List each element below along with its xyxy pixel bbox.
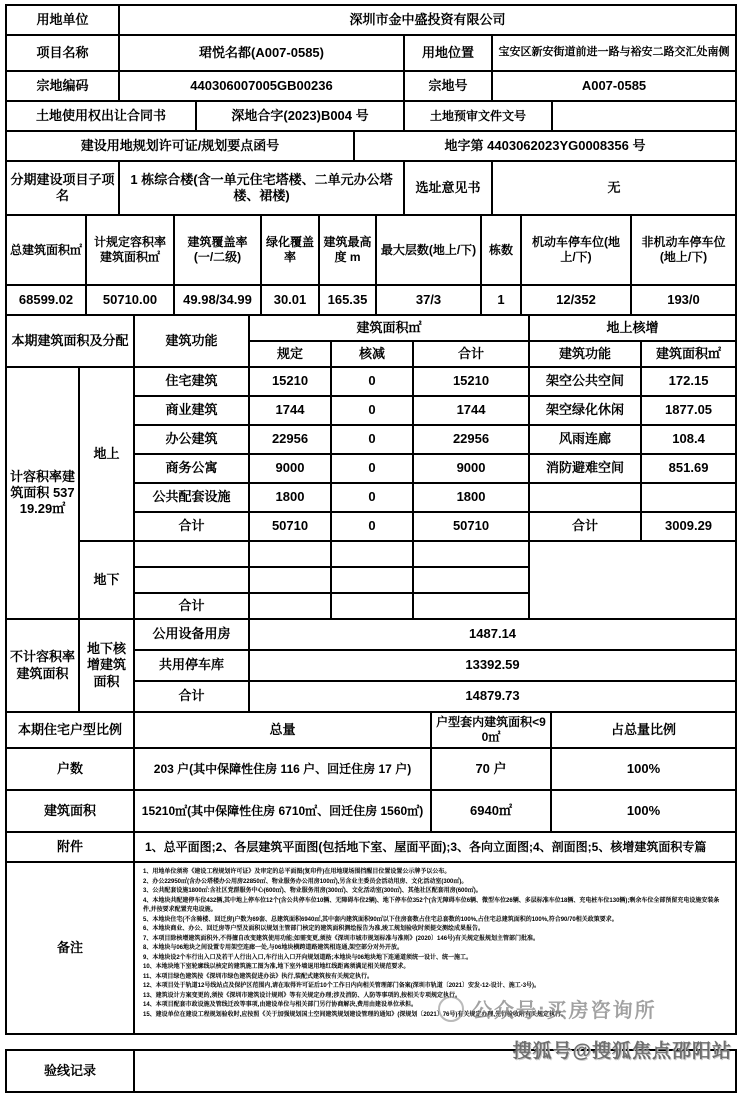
empty-cell (331, 567, 413, 593)
underground-bonus-label: 地下核增建筑面积 (79, 619, 134, 712)
function-cell: 商务公寓 (134, 454, 249, 483)
bonus-area-cell: 172.15 (641, 367, 736, 396)
watermark-wechat-text: 公众号:买房咨询所 (472, 1000, 657, 1022)
parcel-no-value: A007-0585 (492, 71, 736, 101)
allocation-bonus-area-header: 建筑面积㎡ (641, 341, 736, 367)
stats-header-nonmotor-parking: 非机动车停车位(地上/下) (631, 215, 736, 285)
stats-header-floors: 最大层数(地上/下) (376, 215, 481, 285)
allocation-table (5, 314, 737, 713)
empty-cell (249, 541, 331, 567)
stats-value-total-area: 68599.02 (6, 285, 86, 315)
attachments-label: 附件 (6, 832, 134, 862)
parcel-no-label: 宗地号 (404, 71, 492, 101)
regulated-cell: 15210 (249, 367, 331, 396)
allocation-area-group-header: 建筑面积㎡ (249, 315, 529, 341)
planning-permit-label: 建设用地规划许可证/规划要点函号 (6, 131, 354, 161)
empty-cell (529, 541, 736, 619)
remarks-label: 备注 (6, 862, 134, 1034)
remark-line: 6、本地块商业、办公、回迁房等户型及面积以规划主管部门核定的建筑面积测绘报告为准,竣工规划验收时须提交测绘成果报告。 (143, 926, 485, 932)
remark-line: 9、本地块设2个车行出入口及若干人行出入口,车行出入口开向规划道路;本地块与06地块地下连通道须统一设计、统一施工。 (143, 954, 473, 961)
allocation-function-header: 建筑功能 (134, 315, 249, 367)
empty-cell (134, 567, 249, 593)
info-table-row5 (5, 130, 737, 162)
bonus-function-cell: 消防避难空间 (529, 454, 641, 483)
remark-line: 3、公共配套设施1800㎡:含社区党群服务中心(600㎡)、物业服务用房(300㎡)、文化活动室(300㎡)、其他社区配套用房(600㎡)。 (143, 888, 482, 894)
housing-area-ratio: 100% (551, 790, 736, 832)
remark-line: 12、本项目处于轨道12号线站点及保护区范围内,请在取得许可证后10个工作日内向相关管理部门备案(深圳市轨道〔2021〕安发-12-设计、施工-3号)。 (143, 983, 541, 989)
watermark-sohu-text: 搜狐号@搜狐焦点邵阳站 (512, 1041, 732, 1062)
parcel-code-label: 宗地编码 (6, 71, 119, 101)
empty-cell (331, 541, 413, 567)
function-cell: 办公建筑 (134, 425, 249, 454)
allocation-bonus-group-header: 地上核增 (529, 315, 736, 341)
total-cell: 15210 (413, 367, 529, 396)
total-cell: 1800 (413, 483, 529, 512)
project-name-label: 项目名称 (6, 35, 119, 71)
household-count-label: 户数 (6, 748, 134, 790)
non-far-item-name: 公用设备用房 (134, 619, 249, 650)
stats-value-floors: 37/3 (376, 285, 481, 315)
stats-value-height: 165.35 (319, 285, 376, 315)
remark-line: 8、本地块与06地块之间设置专用架空连廊一处,与06地块横跨道路建筑相连通,架空部分对外开放。 (143, 945, 404, 951)
info-table-row4 (5, 100, 737, 132)
attachments-table (5, 831, 737, 863)
remark-line: 2、办公22950㎡(含办公塔楼办公用房22850㎡、物业服务办公用房100㎡),另含业主委员会活动用房、文化活动室(300㎡)。 (143, 878, 468, 885)
info-table-rows2-3 (5, 34, 737, 102)
function-cell: 住宅建筑 (134, 367, 249, 396)
empty-cell (249, 567, 331, 593)
sub-project-label: 分期建设项目子项名 (6, 161, 119, 215)
non-far-item-value: 13392.59 (249, 650, 736, 681)
remark-line: 13、建筑设计方案变更的,须按《深圳市建筑设计规则》等有关规定办理;涉及消防、人防等事项的,按相关专项规定执行。 (143, 992, 462, 999)
empty-cell (331, 593, 413, 619)
empty-cell (134, 541, 249, 567)
remark-line: 5、本地块住宅(不含骑楼、回迁房)户数为69套、总建筑面积6940㎡,其中套内建筑面积90㎡以下住房套数占住宅总套数的100%,占住宅总建筑面积的100%,符合90/70相关政策要求。 (143, 916, 618, 923)
allocation-total-header: 合计 (413, 341, 529, 367)
remark-line: 14、本项目配套市政设施及管线迁改等事项,由建设单位与相关部门另行协商解决,费用由建设单位承担。 (143, 1002, 418, 1008)
pre-review-doc-label: 土地预审文件文号 (404, 101, 552, 131)
household-count-total: 203 户(其中保障性住房 116 户、回迁住房 17 户) (134, 748, 431, 790)
sub-project-value: 1 栋综合楼(含一单元住宅塔楼、二单元办公塔楼、裙楼) (119, 161, 404, 215)
reduction-cell: 0 (331, 396, 413, 425)
housing-area-label: 建筑面积 (6, 790, 134, 832)
stats-value-buildings: 1 (481, 285, 521, 315)
regulated-cell: 9000 (249, 454, 331, 483)
planning-permit-value: 地字第 4403062023YG0008356 号 (354, 131, 736, 161)
stats-value-nonmotor-parking: 193/0 (631, 285, 736, 315)
housing-small-unit-header: 户型套内建筑面积<90㎡ (431, 712, 551, 748)
function-cell: 商业建筑 (134, 396, 249, 425)
allocation-reduction-header: 核减 (331, 341, 413, 367)
regulated-cell: 22956 (249, 425, 331, 454)
reduction-cell: 0 (331, 425, 413, 454)
land-contract-value: 深地合字(2023)B004 号 (196, 101, 404, 131)
housing-table (5, 711, 737, 833)
total-subtotal-cell: 50710 (413, 512, 529, 541)
household-count-small: 70 户 (431, 748, 551, 790)
far-area-label: 计容积率建筑面积 53719.29㎡ (6, 367, 79, 619)
project-name-value: 珺悦名都(A007-0585) (119, 35, 404, 71)
non-far-subtotal-value: 14879.73 (249, 681, 736, 712)
stats-header-coverage: 建筑覆盖率(一/二级) (174, 215, 261, 285)
function-subtotal-cell: 合计 (134, 512, 249, 541)
remark-line: 4、本地块共配建停车位432辆,其中地上停车位12个(含公共停车位10辆、无障碍车位2辆)、地下停车位352个(含无障碍车位6辆、微型车位26辆、多层标准车位18辆、充电桩车位130辆);剩余车位全部预留充电设施安装条件,并按要求配置充电设施。 (143, 897, 720, 913)
stats-header-buildings: 栋数 (481, 215, 521, 285)
pre-review-doc-value (552, 101, 736, 131)
housing-area-small: 6940㎡ (431, 790, 551, 832)
location-value: 宝安区新安街道前进一路与裕安二路交汇处南侧 (492, 35, 736, 71)
bonus-subtotal-value-cell: 3009.29 (641, 512, 736, 541)
attachments-value: 1、总平面图;2、各层建筑平面图(包括地下室、屋面平面);3、各向立面图;4、剖面图;5、核增建筑面积专篇 (134, 832, 736, 862)
parcel-code-value: 440306007005GB00236 (119, 71, 404, 101)
total-cell: 22956 (413, 425, 529, 454)
info-table-row1 (5, 4, 737, 36)
below-ground-label: 地下 (79, 541, 134, 619)
regulated-subtotal-cell: 50710 (249, 512, 331, 541)
housing-area-total: 15210㎡(其中保障性住房 6710㎡、回迁住房 1560㎡) (134, 790, 431, 832)
non-far-label: 不计容积率建筑面积 (6, 619, 79, 712)
remark-line: 15、建设单位在建设工程规划验收时,应按照《关于加强规划国土空间建筑规划建设管理的通知》(深规划〔2021〕76号)有关规定办理,先行验收附有关规定执行。 (143, 1011, 568, 1018)
watermark-sohu (512, 1036, 732, 1063)
stats-value-green: 30.01 (261, 285, 319, 315)
empty-cell (249, 593, 331, 619)
remark-line: 7、本项目除核增建筑面积外,不得擅自改变建筑使用功能;如需变更,须按《深圳市城市规划标准与准则》(2020〕146号)有关规定报规划主管部门批准。 (143, 935, 540, 942)
above-ground-label: 地上 (79, 367, 134, 541)
stats-header-height: 建筑最高度 m (319, 215, 376, 285)
stats-table (5, 214, 737, 316)
remark-line: 10、本地块地下室轮廓线以核定的建筑施工图为准,地下室外墙退用地红线距离须满足相关规范要求。 (143, 964, 410, 970)
reduction-cell: 0 (331, 454, 413, 483)
site-opinion-value: 无 (492, 161, 736, 215)
non-far-item-name: 共用停车库 (134, 650, 249, 681)
bonus-function-cell: 架空公共空间 (529, 367, 641, 396)
non-far-subtotal-label: 合计 (134, 681, 249, 712)
reduction-cell: 0 (331, 483, 413, 512)
remark-line: 11、本项目绿色建筑按《深圳市绿色建筑促进办法》执行,装配式建筑按有关规定执行。 (143, 973, 374, 980)
bonus-area-cell: 1877.05 (641, 396, 736, 425)
total-cell: 9000 (413, 454, 529, 483)
site-opinion-label: 选址意见书 (404, 161, 492, 215)
stats-value-far-area: 50710.00 (86, 285, 174, 315)
bonus-function-cell: 风雨连廊 (529, 425, 641, 454)
stats-header-parking: 机动车停车位(地上/下) (521, 215, 631, 285)
empty-cell (413, 593, 529, 619)
bonus-function-cell (529, 483, 641, 512)
regulated-cell: 1744 (249, 396, 331, 425)
housing-total-header: 总量 (134, 712, 431, 748)
bonus-area-cell: 108.4 (641, 425, 736, 454)
empty-cell (413, 567, 529, 593)
permit-table-sheet (5, 4, 735, 1093)
bonus-area-cell (641, 483, 736, 512)
allocation-section-label: 本期建筑面积及分配 (6, 315, 134, 367)
household-count-ratio: 100% (551, 748, 736, 790)
allocation-regulated-header: 规定 (249, 341, 331, 367)
land-user-label: 用地单位 (6, 5, 119, 35)
bonus-area-cell: 851.69 (641, 454, 736, 483)
reduction-cell: 0 (331, 367, 413, 396)
inspection-label: 验线记录 (6, 1050, 134, 1092)
housing-section-label: 本期住宅户型比例 (6, 712, 134, 748)
empty-cell (413, 541, 529, 567)
below-ground-subtotal-label: 合计 (134, 593, 249, 619)
bonus-subtotal-label-cell: 合计 (529, 512, 641, 541)
stats-value-coverage: 49.98/34.99 (174, 285, 261, 315)
location-label: 用地位置 (404, 35, 492, 71)
stats-header-total-area: 总建筑面积㎡ (6, 215, 86, 285)
info-table-row6 (5, 160, 737, 216)
watermark-wechat (438, 994, 657, 1023)
regulated-cell: 1800 (249, 483, 331, 512)
remark-line: 1、用地单位须将《建设工程规划许可证》及审定的总平面图(复印件)在用地现场围挡醒目位置设置公示牌予以公布。 (143, 869, 451, 875)
bonus-function-cell: 架空绿化休闲 (529, 396, 641, 425)
housing-ratio-header: 占总量比例 (551, 712, 736, 748)
land-contract-label: 土地使用权出让合同书 (6, 101, 196, 131)
reduction-subtotal-cell: 0 (331, 512, 413, 541)
total-cell: 1744 (413, 396, 529, 425)
non-far-item-value: 1487.14 (249, 619, 736, 650)
stats-value-parking: 12/352 (521, 285, 631, 315)
function-cell: 公共配套设施 (134, 483, 249, 512)
allocation-bonus-function-header: 建筑功能 (529, 341, 641, 367)
watermark-logo-icon (438, 996, 464, 1022)
stats-header-far-area: 计规定容积率建筑面积㎡ (86, 215, 174, 285)
stats-header-green: 绿化覆盖率 (261, 215, 319, 285)
land-user-value: 深圳市金中盛投资有限公司 (119, 5, 736, 35)
